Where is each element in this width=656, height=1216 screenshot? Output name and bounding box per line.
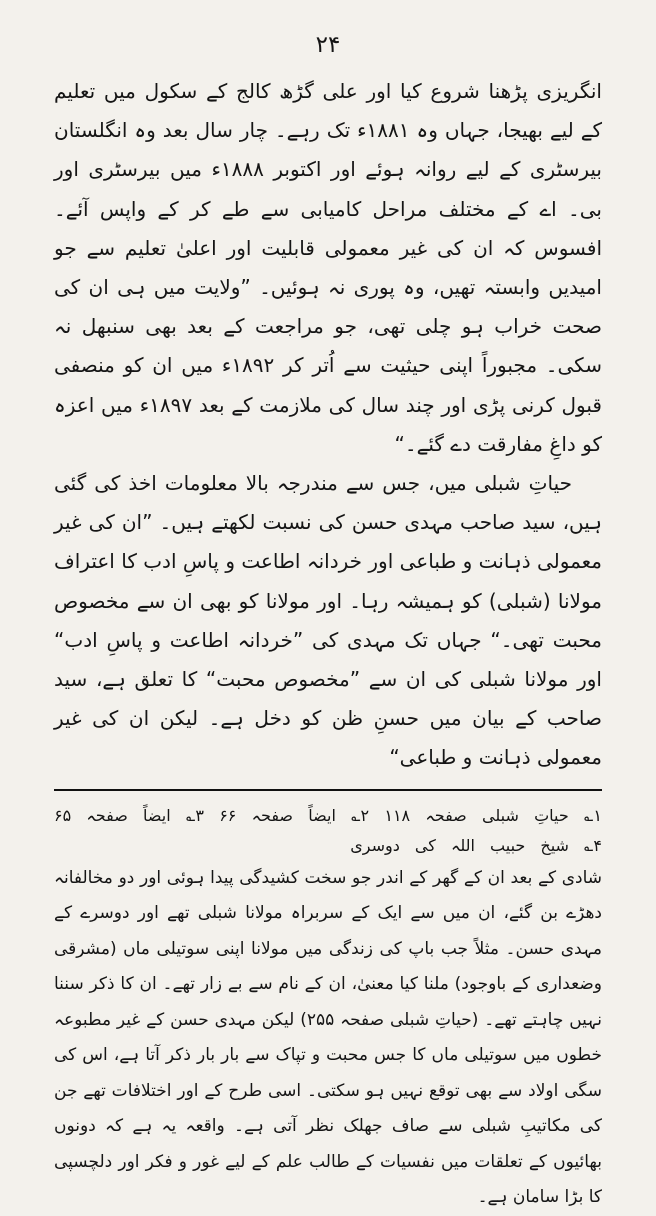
footnote-text: شادی کے بعد ان کے گھر کے اندر جو سخت کشیدگی پیدا ہوئی اور دو مخالفانہ دھڑے بن گئے، ان میں سے ایک کے سربراہ مولانا شبلی تھے اور دوسرے کے مہدی حسن۔ مثلاً جب باپ کی زندگی میں مولانا اپنی سوتیلی ماں (مشرقی وضعداری کے باوجود) ملنا کیا معنیٰ، ان کے نام سے بے زار تھے۔ ان کا ذکر سننا نہیں چاہتے تھے۔ (حیاتِ شبلی صفحہ ۲۵۵) لیکن مہدی حسن کے غیر مطبوعہ خطوں میں سوتیلی ماں کا جس محبت و تپاک سے بار بار ذکر آتا ہے، اس کی سگی اولاد سے بھی توقع نہیں ہو سکتی۔ اسی طرح کے اور اختلافات تھے جن کی مکاتیبِ شبلی سے صاف جھلک نظر آتی ہے۔ واقعہ یہ ہے کہ دونوں بھائیوں کے تعلقات میں نفسیات کے طالب علم کے لیے غور و فکر اور دلچسپی کا بڑا سامان ہے۔ bbox=[54, 867, 602, 1208]
footnotes bbox=[54, 801, 602, 1216]
page-number: ۲۴ bbox=[315, 32, 341, 58]
paragraph-2: حیاتِ شبلی میں، جس سے مندرجہ بالا معلومات اخذ کی گئی ہیں، سید صاحب مہدی حسن کی نسبت لکھتے ہیں۔ ”ان کی غیر معمولی ذہانت و طباعی اور خردانہ اطاعت و پاسِ ادب کا اعتراف مولانا (شبلی) کو ہمیشہ رہا۔ اور مولانا کو بھی ان سے مخصوص محبت تھی۔“ جہاں تک مہدی کی ”خردانہ اطاعت و پاسِ ادب“ اور مولانا شبلی کی ان سے ”مخصوص محبت“ کا تعلق ہے، سید صاحب کے بیان میں حسنِ ظن کو دخل ہے۔ لیکن ان کی غیر معمولی ذہانت و طباعی“ bbox=[54, 471, 602, 770]
main-text bbox=[54, 72, 602, 778]
footnote-divider bbox=[54, 789, 602, 791]
footnote-references: ۱؎ حیاتِ شبلی صفحہ ۱۱۸ ۲؎ ایضاً صفحہ ۶۶ ۳؎ ایضاً صفحہ ۶۵ ۴؎ شیخ حبیب اللہ کی دوسری bbox=[54, 805, 602, 855]
paragraph-1: انگریزی پڑھنا شروع کیا اور علی گڑھ کالج کے سکول میں تعلیم کے لیے بھیجا، جہاں وہ ۱۸۸۱ء تک رہے۔ چار سال بعد وہ انگلستان بیرسٹری کے لیے روانہ ہوئے اور اکتوبر ۱۸۸۸ء میں بیرسٹری اور بی۔ اے کے مختلف مراحل کامیابی سے طے کر کے واپس آئے۔ افسوس کہ ان کی غیر معمولی قابلیت اور اعلیٰ تعلیم سے جو امیدیں وابستہ تھیں، وہ پوری نہ ہوئیں۔ ”ولایت میں ہی ان کی صحت خراب ہو چلی تھی، جو مراجعت کے بعد بھی سنبھل نہ سکی۔ مجبوراً اپنی حیثیت سے اُتر کر ۱۸۹۲ء میں ان کو منصفی قبول کرنی پڑی اور چند سال کی ملازمت کے بعد ۱۸۹۷ء میں اعزہ کو داغِ مفارقت دے گئے۔“ bbox=[54, 79, 602, 456]
